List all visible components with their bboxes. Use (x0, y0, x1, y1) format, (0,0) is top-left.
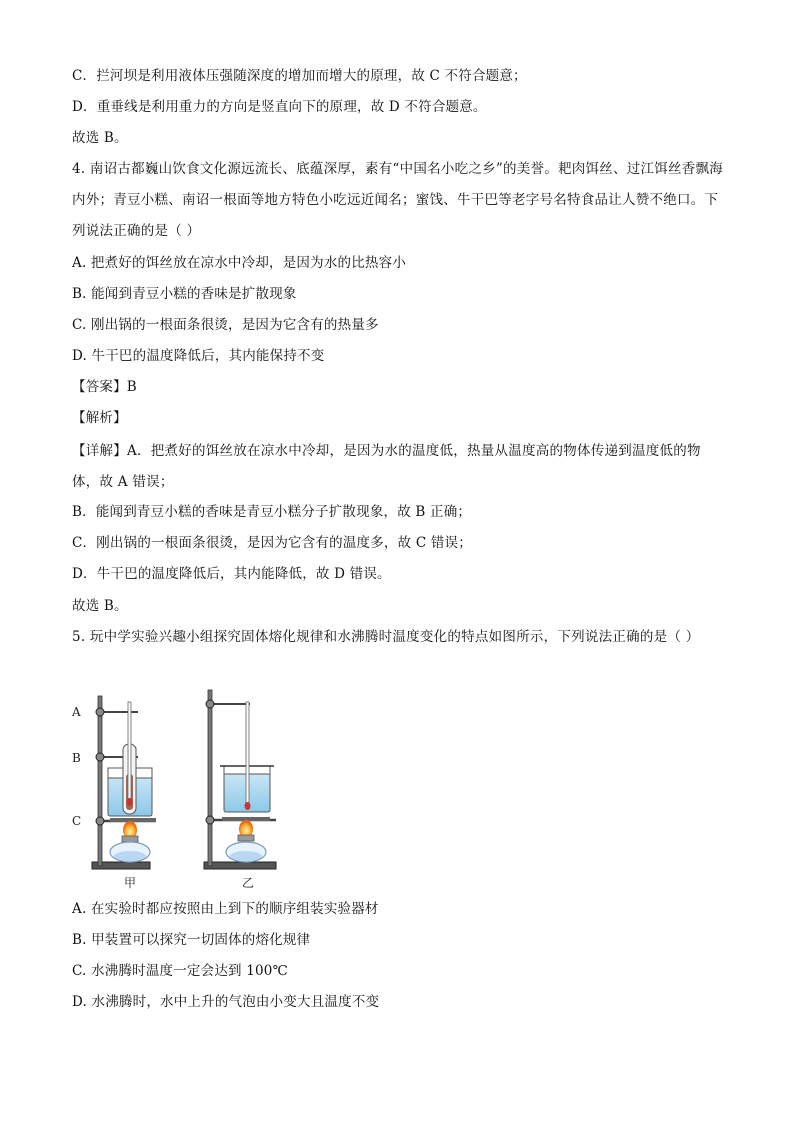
choose-b-2: 故选 B。 (72, 598, 128, 614)
question-5-option-b: B. 甲装置可以探究一切固体的熔化规律 (72, 932, 311, 948)
label-c: C (72, 814, 82, 828)
label-jia: 甲 (124, 876, 137, 890)
text-line-c: C．拦河坝是利用液体压强随深度的增加而增大的原理，故 C 不符合题意； (72, 68, 527, 84)
text-line-choose-b: 故选 B。 (72, 130, 128, 146)
detail-c: C．刚出锅的一根面条很烫，是因为它含有的温度多，故 C 错误； (72, 535, 472, 551)
question-5-option-d: D. 水沸腾时，水中上升的气泡由小变大且温度不变 (72, 994, 380, 1010)
analysis-label: 【解析】 (72, 410, 127, 426)
label-b: B (72, 751, 81, 765)
question-4-stem: 4. 南诏古都巍山饮食文化源远流长、底蕴深厚，素有“中国名小吃之乡”的美誉。耙肉饵丝、过江饵丝香飘海内外；青豆小糕、南诏一根面等地方特色小吃远近闻名；蜜饯、牛干巴等老字号名特食品让人赞不绝口。下列说法正确的是（ ） (72, 161, 723, 239)
label-a: A (72, 705, 81, 719)
question-5-option-c: C. 水沸腾时温度一定会达到 100℃ (72, 963, 288, 979)
answer-label: 【答案】B (72, 379, 137, 395)
apparatus-yi (204, 690, 276, 869)
detail-b: B．能闻到青豆小糕的香味是青豆小糕分子扩散现象，故 B 正确； (72, 504, 472, 520)
question-4-option-c: C. 刚出锅的一根面条很烫，是因为它含有的热量多 (72, 317, 379, 333)
question-4-option-d: D. 牛干巴的温度降低后，其内能保持不变 (72, 348, 325, 364)
detail-d: D．牛干巴的温度降低后，其内能降低，故 D 错误。 (72, 566, 391, 582)
question-4-option-b: B. 能闻到青豆小糕的香味是扩散现象 (72, 286, 297, 302)
label-yi: 乙 (242, 876, 255, 890)
detail-a: 【详解】A．把煮好的饵丝放在凉水中冷却，是因为水的温度低，热量从温度高的物体传递到温度低的物体，故 A 错误； (72, 443, 701, 490)
experiment-apparatus-figure (66, 684, 296, 894)
text-line-d: D．重垂线是利用重力的方向是竖直向下的原理，故 D 不符合题意。 (72, 99, 487, 115)
question-5-option-a: A. 在实验时都应按照由上到下的顺序组装实验器材 (72, 901, 379, 917)
question-4-option-a: A. 把煮好的饵丝放在凉水中冷却，是因为水的比热容小 (72, 255, 407, 271)
question-5-stem: 5. 玩中学实验兴趣小组探究固体熔化规律和水沸腾时温度变化的特点如图所示，下列说法正确的是（ ） (72, 629, 700, 645)
apparatus-jia (92, 696, 156, 869)
